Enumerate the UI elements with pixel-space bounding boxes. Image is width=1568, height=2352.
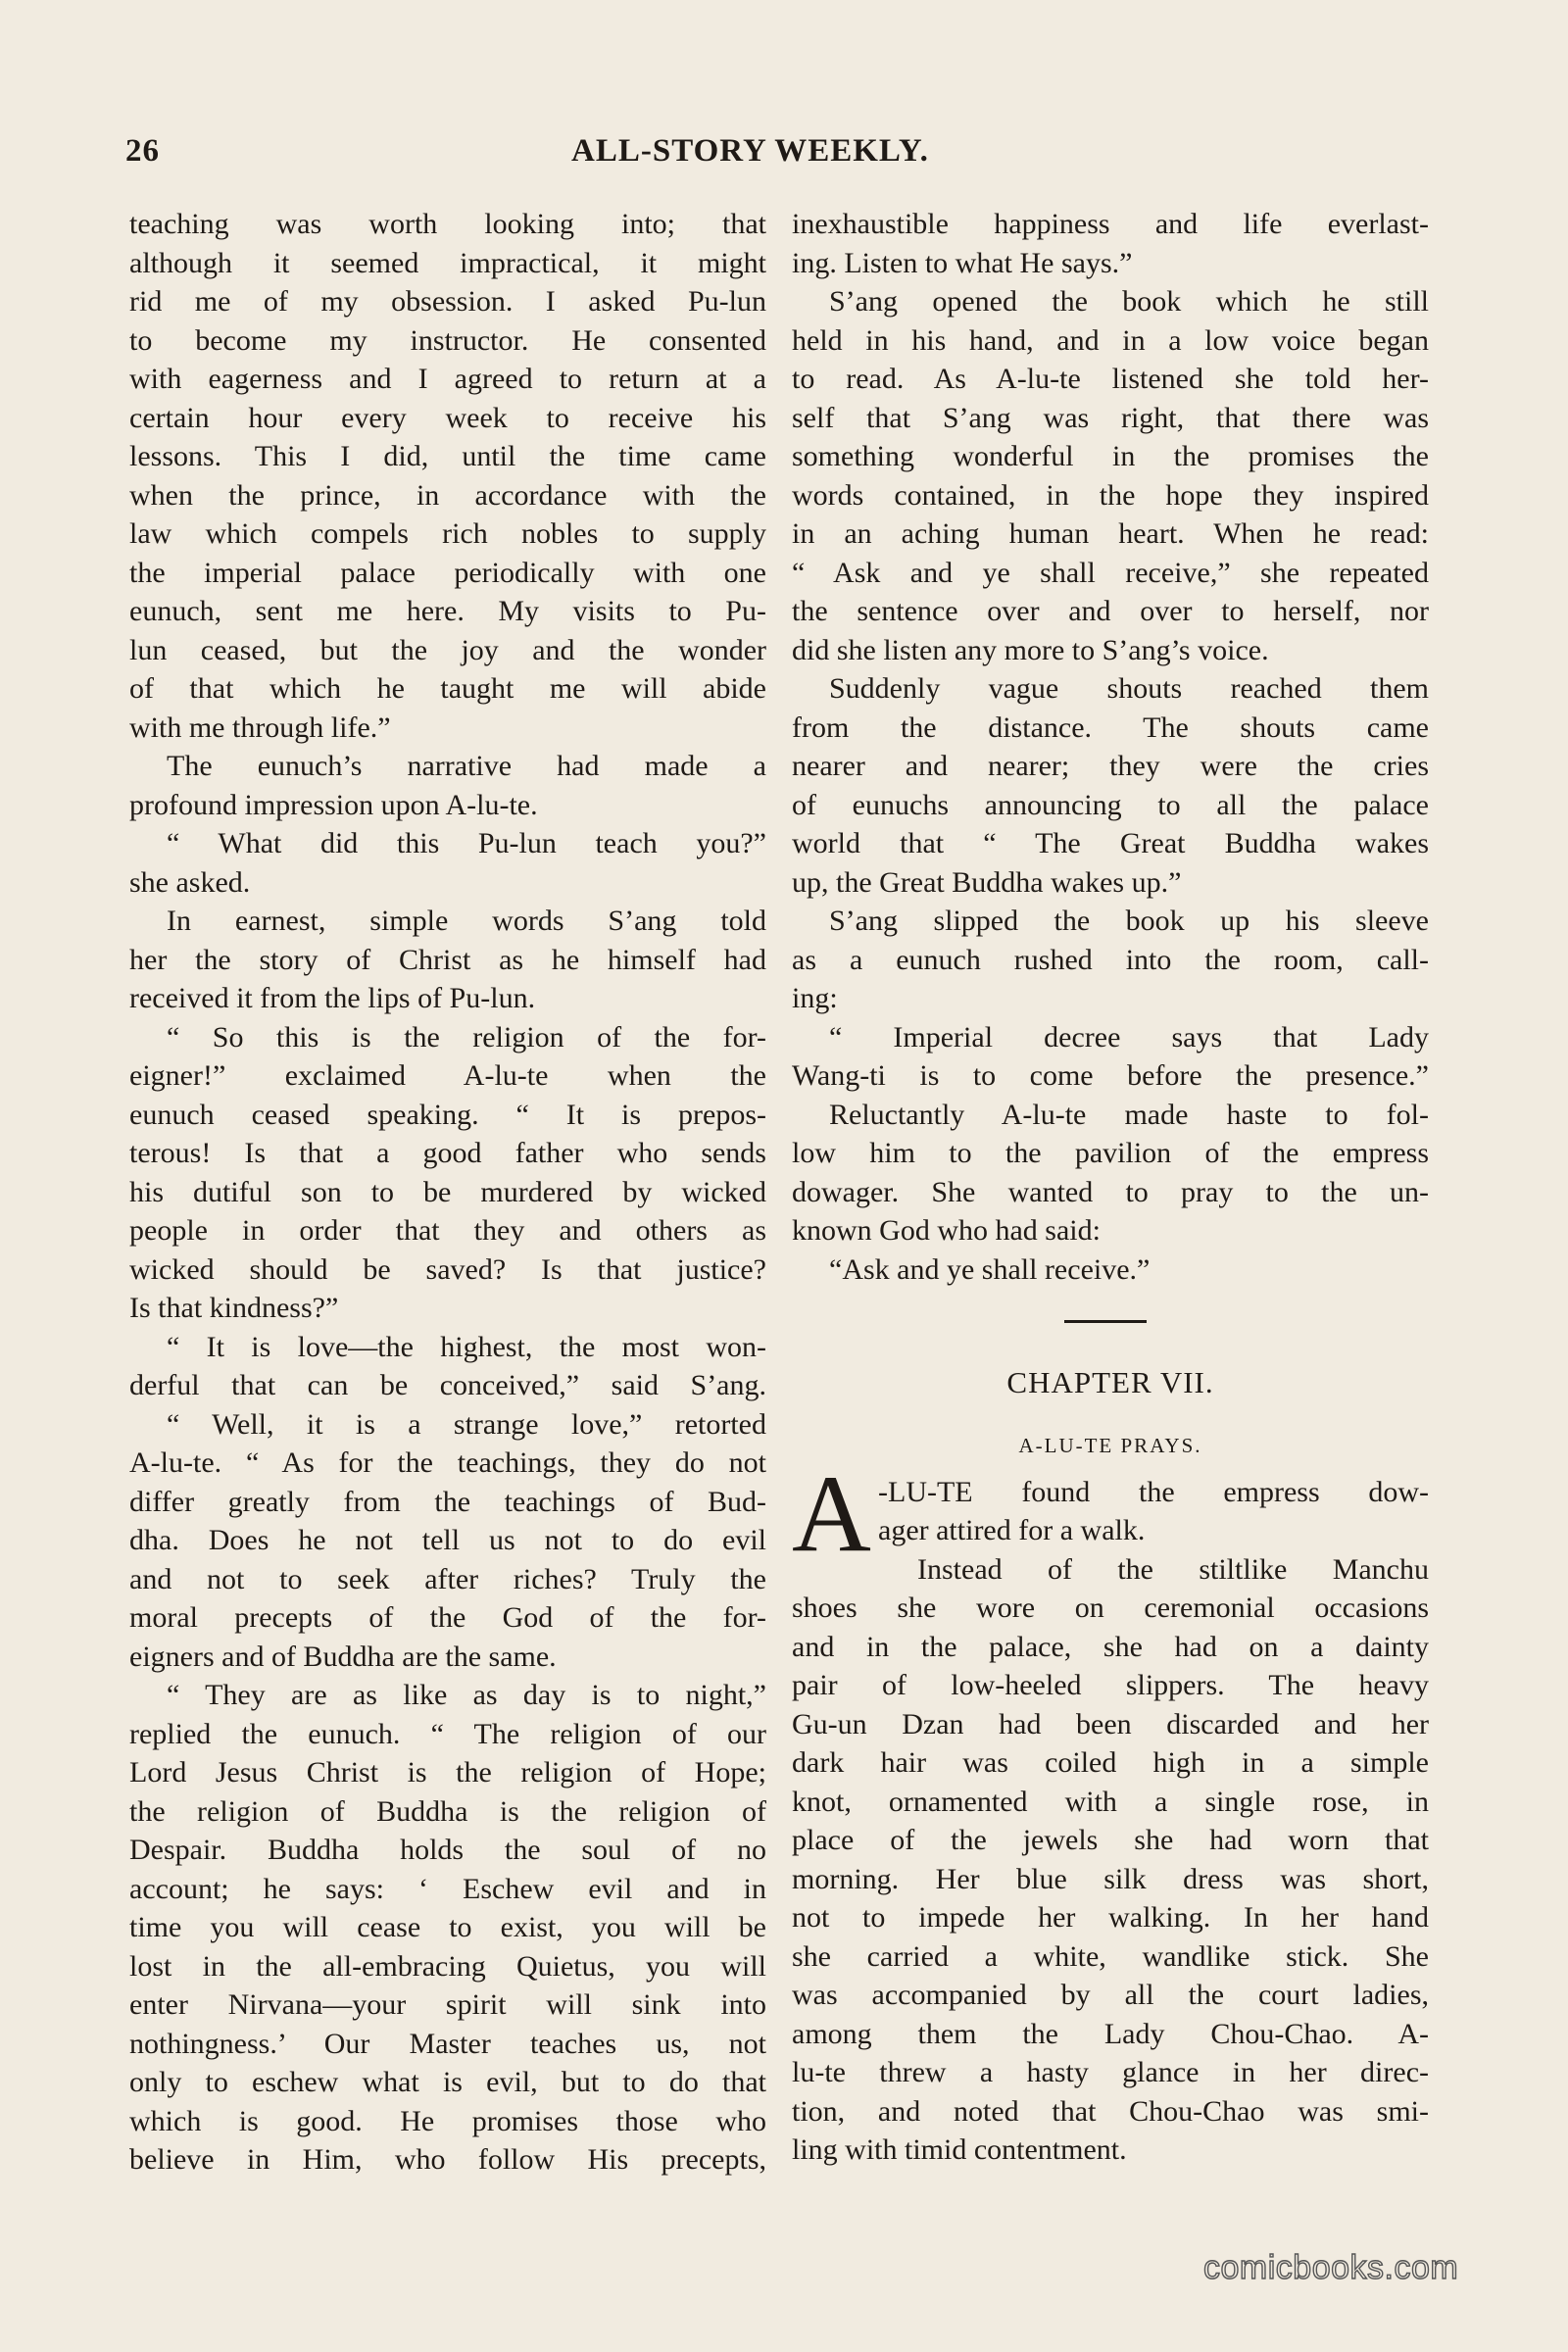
text-line: the imperial palace periodically with one — [129, 556, 766, 589]
text-line: from the distance. The shouts came — [792, 710, 1429, 744]
text-line: Reluctantly A-lu-te made haste to fol- — [829, 1098, 1429, 1131]
text-line: with eagerness and I agreed to return at a — [129, 363, 766, 395]
text-line: lost in the all-embracing Quietus, you will — [129, 1949, 766, 1983]
text-line: pair of low-heeled slippers. The heavy — [792, 1669, 1429, 1701]
text-line: in an aching human heart. When he read: — [792, 517, 1429, 550]
text-line: up, the Great Buddha wakes up.” — [792, 865, 1182, 899]
text-line: and in the palace, she had on a dainty — [792, 1630, 1429, 1663]
text-line: ing: — [792, 982, 838, 1014]
text-line: “ Imperial decree says that Lady — [829, 1020, 1429, 1054]
text-line: tion, and noted that Chou-Chao was smi- — [792, 2094, 1429, 2128]
text-line: place of the jewels she had worn that — [792, 1824, 1429, 1856]
text-line: In earnest, simple words S’ang told — [167, 905, 766, 937]
text-line: Lord Jesus Christ is the religion of Hope; — [129, 1756, 766, 1788]
text-line: although it seemed impractical, it might — [129, 246, 766, 279]
text-line: ling with timid contentment. — [792, 2133, 1127, 2166]
text-line: with me through life.” — [129, 710, 391, 744]
text-line: eunuch, sent me here. My visits to Pu- — [129, 595, 766, 627]
text-line: she asked. — [129, 865, 251, 899]
site-watermark: comicbooks.com — [1203, 2249, 1459, 2286]
text-line: account; he says: ‘ Eschew evil and in — [129, 1872, 766, 1905]
page-header — [125, 133, 1448, 180]
text-line: “ Well, it is a strange love,” retorted — [167, 1407, 766, 1441]
text-line: Wang-ti is to come before the presence.” — [792, 1059, 1429, 1092]
text-line: the sentence over and over to herself, nor — [792, 595, 1429, 627]
text-line: words contained, in the hope they inspired — [792, 478, 1429, 512]
text-line: to read. As A-lu-te listened she told her- — [792, 363, 1429, 395]
text-line: derful that can be conceived,” said S’ang. — [129, 1369, 766, 1401]
text-line: profound impression upon A-lu-te. — [129, 788, 538, 821]
drop-cap: A — [792, 1452, 871, 1575]
running-title: ALL-STORY WEEKLY. — [571, 133, 929, 169]
text-line: believe in Him, who follow His precepts, — [129, 2143, 766, 2176]
section-divider — [792, 1300, 1429, 1340]
text-line: Suddenly vague shouts reached them — [829, 672, 1429, 705]
text-line: was accompanied by all the court ladies, — [792, 1979, 1429, 2011]
divider-rule — [1064, 1320, 1147, 1323]
text-line: world that “ The Great Buddha wakes — [792, 827, 1429, 859]
text-line: Instead of the stiltlike Manchu — [917, 1552, 1429, 1586]
chapter-title: CHAPTER VII. — [1006, 1364, 1214, 1399]
text-line: dowager. She wanted to pray to the un- — [792, 1175, 1429, 1208]
text-line: shoes she wore on ceremonial occasions — [792, 1592, 1429, 1624]
text-line: Is that kindness?” — [129, 1292, 339, 1324]
text-line: nothingness.’ Our Master teaches us, not — [129, 2027, 766, 2060]
text-line: held in his hand, and in a low voice began — [792, 323, 1429, 357]
text-line: eigner!” exclaimed A-lu-te when the — [129, 1059, 766, 1092]
text-line: lu-te threw a hasty glance in her direc- — [792, 2056, 1429, 2088]
text-line: she carried a white, wandlike stick. She — [792, 1939, 1429, 1973]
text-line: Despair. Buddha holds the soul of no — [129, 1834, 766, 1866]
text-line: -LU-TE found the empress dow- — [878, 1475, 1429, 1508]
text-line: self that S’ang was right, that there was — [792, 401, 1429, 434]
text-line: teaching was worth looking into; that — [129, 208, 766, 240]
text-line: differ greatly from the teachings of Bud- — [129, 1485, 766, 1518]
text-line: her the story of Christ as he himself had — [129, 943, 766, 976]
text-line: Gu-un Dzan had been discarded and her — [792, 1707, 1429, 1740]
text-line: S’ang slipped the book up his sleeve — [829, 905, 1429, 937]
text-line: and not to seek after riches? Truly the — [129, 1562, 766, 1595]
text-line: “ Ask and ye shall receive,” she repeated — [792, 556, 1429, 589]
text-line: certain hour every week to receive his — [129, 401, 766, 434]
text-line: his dutiful son to be murdered by wicked — [129, 1175, 766, 1208]
text-line: morning. Her blue silk dress was short, — [792, 1862, 1429, 1895]
text-line: A-lu-te. “ As for the teachings, they do not — [129, 1446, 766, 1479]
text-line: “ It is love—the highest, the most won- — [167, 1330, 766, 1363]
text-line: low him to the pavilion of the empress — [792, 1137, 1429, 1169]
text-line: rid me of my obsession. I asked Pu-lun — [129, 285, 766, 318]
chapter-subtitle: A-LU-TE PRAYS. — [1018, 1433, 1202, 1457]
text-line: inexhaustible happiness and life everlast- — [792, 208, 1429, 240]
text-line: “ What did this Pu-lun teach you?” — [167, 827, 766, 859]
text-line: dha. Does he not tell us not to do evil — [129, 1524, 766, 1556]
text-line: eigners and of Buddha are the same. — [129, 1640, 557, 1673]
text-line: enter Nirvana—your spirit will sink into — [129, 1988, 766, 2021]
text-line: wicked should be saved? Is that justice? — [129, 1252, 766, 1286]
text-line: among them the Lady Chou-Chao. A- — [792, 2017, 1429, 2050]
text-line: “Ask and ye shall receive.” — [829, 1252, 1151, 1286]
text-line: to become my instructor. He consented — [129, 323, 766, 357]
right-column — [792, 205, 1429, 2170]
text-line: law which compels rich nobles to supply — [129, 517, 766, 550]
text-line: “ So this is the religion of the for- — [167, 1020, 766, 1054]
text-line: The eunuch’s narrative had made a — [167, 750, 766, 782]
text-line: ing. Listen to what He says.” — [792, 246, 1133, 279]
page-number: 26 — [125, 133, 160, 169]
text-line: lessons. This I did, until the time came — [129, 440, 766, 472]
text-line: ager attired for a walk. — [878, 1514, 1146, 1546]
text-line: when the prince, in accordance with the — [129, 478, 766, 512]
text-line: replied the eunuch. “ The religion of our — [129, 1717, 766, 1750]
text-line: received it from the lips of Pu-lun. — [129, 982, 536, 1014]
text-line: did she listen any more to S’ang’s voice. — [792, 633, 1269, 666]
text-line: knot, ornamented with a single rose, in — [792, 1785, 1429, 1818]
text-line: as a eunuch rushed into the room, call- — [792, 943, 1429, 976]
text-line: terous! Is that a good father who sends — [129, 1137, 766, 1169]
text-line: the religion of Buddha is the religion of — [129, 1794, 766, 1828]
text-line: people in order that they and others as — [129, 1214, 766, 1247]
text-line: dark hair was coiled high in a simple — [792, 1746, 1429, 1779]
text-line: moral precepts of the God of the for- — [129, 1601, 766, 1634]
text-line: of that which he taught me will abide — [129, 672, 766, 705]
text-line: known God who had said: — [792, 1214, 1101, 1247]
text-line: of eunuchs announcing to all the palace — [792, 788, 1429, 821]
text-line: “ They are as like as day is to night,” — [167, 1679, 766, 1711]
text-line: eunuch ceased speaking. “ It is prepos- — [129, 1098, 766, 1131]
text-line: S’ang opened the book which he still — [829, 285, 1429, 318]
text-line: only to eschew what is evil, but to do that — [129, 2066, 766, 2098]
text-line: which is good. He promises those who — [129, 2104, 766, 2137]
text-line: nearer and nearer; they were the cries — [792, 750, 1429, 782]
text-line: something wonderful in the promises the — [792, 440, 1429, 472]
text-line: lun ceased, but the joy and the wonder — [129, 633, 766, 666]
left-column — [129, 205, 766, 2180]
text-line: time you will cease to exist, you will be — [129, 1911, 766, 1943]
text-line: not to impede her walking. In her hand — [792, 1901, 1429, 1934]
